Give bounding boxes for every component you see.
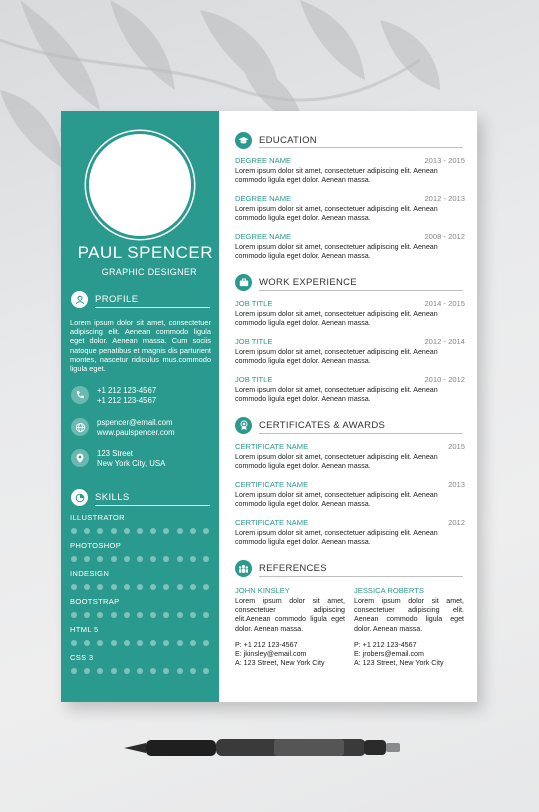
work-divider [259,290,463,291]
pie-chart-icon [71,489,88,506]
skill-dot [150,668,156,674]
person-title: GRAPHIC DESIGNER [101,267,197,277]
skill-dot [163,640,169,646]
skills-heading-label: SKILLS [95,492,130,503]
skill-dot [71,556,77,562]
entry-desc-line2: commodo ligula eget dolor. Aenean massa. [235,176,371,185]
entry-desc-line2: commodo ligula eget dolor. Aenean massa. [235,395,371,404]
skill-dot [137,640,143,646]
entry-desc-line1: Lorem ipsum dolor sit amet, consectetuer adipiscing elit. Aenean [235,453,438,461]
entry-years: 2013 - 2015 [424,156,465,165]
skill-dot [97,556,103,562]
work-entry [235,299,465,329]
entry-desc-line2: commodo ligula eget dolor. Aenean massa. [235,500,371,509]
work-heading [235,274,357,291]
location-pin-icon [71,449,89,467]
entry-title: JOB TITLE [235,337,273,346]
skill-dot [203,584,209,590]
resume-page [61,111,477,702]
skill-dot [124,556,130,562]
certificates-entry [235,442,465,472]
entry-title: DEGREE NAME [235,194,292,203]
entry-years: 2015 [448,442,465,451]
skill-dot [124,640,130,646]
work-heading-label: WORK EXPERIENCE [259,277,357,288]
skill-dot [97,612,103,618]
skill-dot [137,668,143,674]
skill-dot [177,528,183,534]
skill-dot [97,668,103,674]
skill-dot [203,640,209,646]
profile-photo [89,134,191,236]
sidebar [61,111,219,702]
entry-years: 2012 [448,518,465,527]
profile-text: Lorem ipsum dolor sit amet, consectetuer adipiscing elit. Aenean commodo ligula eget dolor. Aenean massa. Cum sociis natoque penatibus et magnis dis parturient montes, nascetur ridiculus mus.commodo ligula eget. [70,318,211,374]
skill-level-dots [71,584,209,590]
reference-1 [235,586,345,668]
skill-label: BOOTSTRAP [70,597,120,606]
profile-heading [71,291,138,308]
skill-dot [97,640,103,646]
entry-desc-line1: Lorem ipsum dolor sit amet, consectetuer adipiscing elit. Aenean [235,205,438,213]
skill-dot [190,556,196,562]
education-heading-label: EDUCATION [259,135,317,146]
skill-dot [150,640,156,646]
skill-dot [203,528,209,534]
certificates-entry [235,480,465,510]
reference-2 [354,586,464,668]
skill-dot [163,584,169,590]
reference-2-address: A: 123 Street, New York City [354,659,444,668]
skill-dot [177,612,183,618]
entry-years: 2010 - 2012 [424,375,465,384]
reference-2-desc: Lorem ipsum dolor sit amet, consectetuer adipiscing elit. Aenean commodo ligula eget dolor. Aenean massa. [354,597,464,633]
entry-desc-line2: commodo ligula eget dolor. Aenean massa. [235,252,371,261]
skill-dot [163,528,169,534]
skill-dot [111,640,117,646]
skill-dot [150,584,156,590]
skill-level-dots [71,556,209,562]
skill-dot [111,612,117,618]
reference-1-name: JOHN KINSLEY [235,586,290,595]
skill-dot [177,668,183,674]
skill-dot [177,556,183,562]
skill-dot [137,528,143,534]
reference-2-phone: P: +1 212 123-4567 [354,640,417,649]
education-entry [235,156,465,186]
entry-years: 2012 - 2013 [424,194,465,203]
briefcase-icon [235,274,252,291]
main-content [219,111,477,702]
people-icon [235,560,252,577]
references-divider [259,576,463,577]
skill-dot [190,612,196,618]
contact-web [71,418,175,438]
entry-desc-line1: Lorem ipsum dolor sit amet, consectetuer adipiscing elit. Aenean [235,243,438,251]
entry-desc-line2: commodo ligula eget dolor. Aenean massa. [235,319,371,328]
phone-1: +1 212 123-4567 [97,386,157,395]
entry-desc-line2: commodo ligula eget dolor. Aenean massa. [235,357,371,366]
skill-label: PHOTOSHOP [70,541,122,550]
entry-title: JOB TITLE [235,375,273,384]
entry-desc-line2: commodo ligula eget dolor. Aenean massa. [235,462,371,471]
entry-title: CERTIFICATE NAME [235,480,309,489]
skill-dot [124,584,130,590]
certificates-heading-label: CERTIFICATES & AWARDS [259,420,386,431]
entry-desc-line1: Lorem ipsum dolor sit amet, consectetuer adipiscing elit. Aenean [235,529,438,537]
skill-dot [111,668,117,674]
education-entry [235,194,465,224]
entry-desc-line1: Lorem ipsum dolor sit amet, consectetuer adipiscing elit. Aenean [235,348,438,356]
phone-2: +1 212 123-4567 [97,395,157,405]
skill-dot [71,612,77,618]
skill-dot [163,612,169,618]
skill-dot [190,584,196,590]
skill-dot [190,668,196,674]
skill-dot [150,556,156,562]
profile-heading-label: PROFILE [95,294,139,305]
contact-address [71,449,165,469]
work-entry [235,337,465,367]
entry-years: 2012 - 2014 [424,337,465,346]
graduation-cap-icon [235,132,252,149]
skill-dot [177,584,183,590]
entry-desc-line1: Lorem ipsum dolor sit amet, consectetuer adipiscing elit. Aenean [235,491,438,499]
reference-1-phone: P: +1 212 123-4567 [235,640,298,649]
reference-1-desc: Lorem ipsum dolor sit amet, consectetuer adipiscing elit.Aenean commodo ligula eget dolor. Aenean massa. [235,597,345,633]
skill-dot [84,640,90,646]
entry-desc-line2: commodo ligula eget dolor. Aenean massa. [235,538,371,547]
pen [124,733,404,759]
skill-dot [203,556,209,562]
address-street: 123 Street [97,449,133,458]
reference-2-name: JESSICA ROBERTS [354,586,424,595]
skill-dot [124,668,130,674]
address-city: New York City, USA [97,458,166,468]
phone-icon [71,386,89,404]
skill-dot [124,528,130,534]
skill-dot [203,612,209,618]
user-icon [71,291,88,308]
skill-label: HTML 5 [70,625,99,634]
entry-years: 2013 [448,480,465,489]
skill-label: INDESIGN [70,569,110,578]
award-icon [235,417,252,434]
skill-dot [203,668,209,674]
reference-1-email: E: jkinsley@email.com [235,650,307,659]
skill-dot [111,584,117,590]
skill-dot [137,556,143,562]
entry-title: CERTIFICATE NAME [235,442,309,451]
entry-desc-line1: Lorem ipsum dolor sit amet, consectetuer adipiscing elit. Aenean [235,386,438,394]
references-heading-label: REFERENCES [259,563,327,574]
entry-desc-line1: Lorem ipsum dolor sit amet, consectetuer adipiscing elit. Aenean [235,310,438,318]
skill-dot [71,668,77,674]
skill-dot [137,584,143,590]
profile-divider [95,307,210,308]
skill-dot [84,612,90,618]
skill-label: ILLUSTRATOR [70,513,125,522]
globe-icon [71,418,89,436]
skill-level-dots [71,612,209,618]
entry-desc-line1: Lorem ipsum dolor sit amet, consectetuer adipiscing elit. Aenean [235,167,438,175]
skills-heading [71,489,130,506]
certificates-heading [235,417,385,434]
entry-title: CERTIFICATE NAME [235,518,309,527]
skill-level-dots [71,640,209,646]
education-entry [235,232,465,262]
person-name: PAUL SPENCER [77,243,213,262]
reference-1-address: A: 123 Street, New York City [235,659,325,668]
skill-level-dots [71,528,209,534]
skill-dot [190,528,196,534]
references-heading [235,560,327,577]
entry-years: 2008 - 2012 [424,232,465,241]
entry-desc-line2: commodo ligula eget dolor. Aenean massa. [235,214,371,223]
skill-dot [84,668,90,674]
skill-dot [97,528,103,534]
skill-dot [111,556,117,562]
website-text: www.paulspencer.com [97,427,175,437]
education-divider [259,147,463,148]
entry-title: JOB TITLE [235,299,273,308]
skill-dot [71,640,77,646]
email-text: pspencer@email.com [97,418,173,427]
skill-level-dots [71,668,209,674]
skill-dot [97,584,103,590]
certificates-entry [235,518,465,548]
skill-dot [150,612,156,618]
skill-dot [163,556,169,562]
reference-2-email: E: jrobers@email.com [354,650,424,659]
skill-label: CSS 3 [70,653,94,662]
skill-dot [163,668,169,674]
skill-dot [71,584,77,590]
skill-dot [84,584,90,590]
work-entry [235,375,465,405]
skill-dot [177,640,183,646]
entry-title: DEGREE NAME [235,156,292,165]
skill-dot [71,528,77,534]
skills-divider [95,505,210,506]
entry-years: 2014 - 2015 [424,299,465,308]
skill-dot [150,528,156,534]
contact-phone [71,386,156,406]
entry-title: DEGREE NAME [235,232,292,241]
skill-dot [137,612,143,618]
skill-dot [124,612,130,618]
skill-dot [84,528,90,534]
skill-dot [190,640,196,646]
skill-dot [111,528,117,534]
skill-dot [84,556,90,562]
certificates-divider [259,433,463,434]
